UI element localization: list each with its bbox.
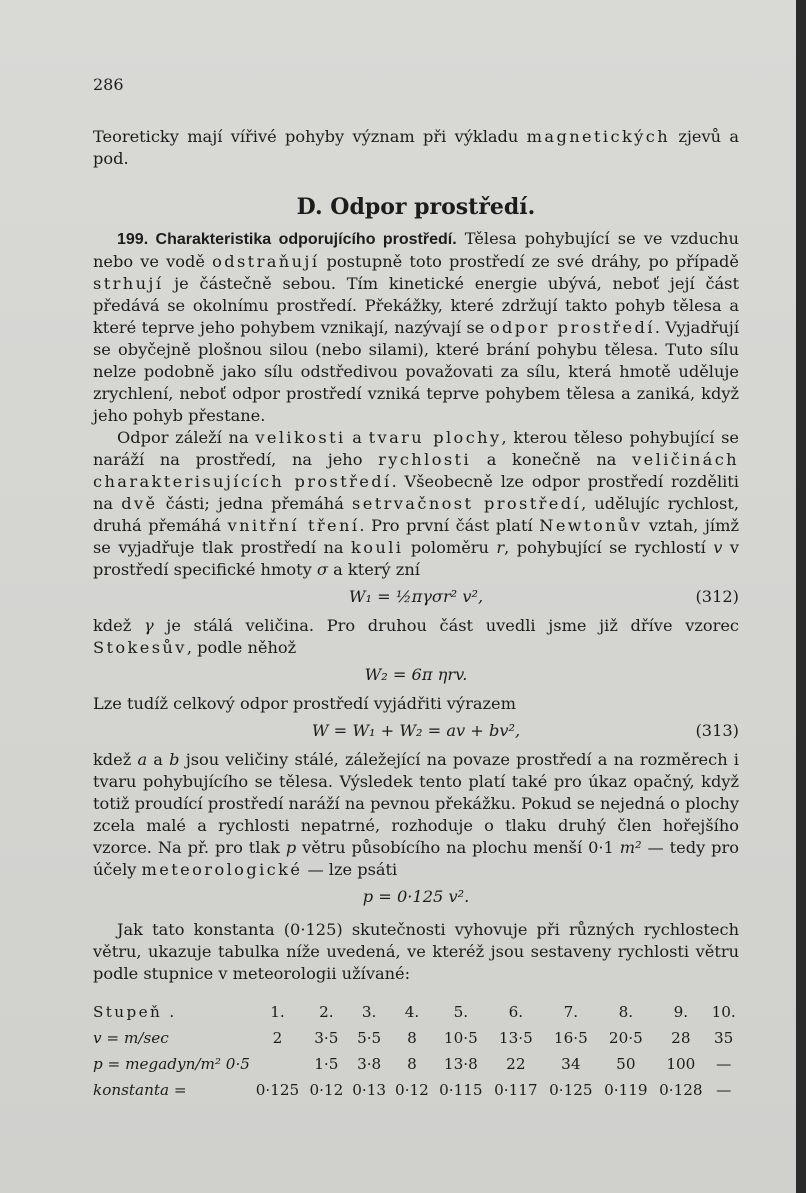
table-row-label: Stupeň .	[93, 1003, 177, 1021]
table-cell: 16·5	[553, 1029, 588, 1047]
table-cell: 2.	[319, 1003, 334, 1021]
table-cell: 2	[272, 1029, 283, 1047]
table-cell: 13·5	[498, 1029, 533, 1047]
table-row-label: konstanta =	[93, 1081, 187, 1099]
paragraph-constants: kdež a a b jsou veličiny stálé, záležející na povaze prostředí a na rozměrech i tvaru pohybujícího se tělesa. Výsledek tento platí také pro úkaz opačný, když totiž proudící prostředí naráží na pevnou překážku. Pokud se nejedná o plochy zcela malé a rychlosti nepatrné, rozhoduje o tlaku druhý člen hořejšího vzorce. Na př. pro tlak p větru působícího na plochu menší 0·1 m² — tedy pro účely meteorologické — lze psáti	[93, 750, 739, 879]
table-row	[93, 999, 739, 1025]
table-row	[93, 1051, 739, 1077]
paragraph-total: Lze tudíž celkový odpor prostředí vyjádřiti výrazem	[93, 694, 516, 713]
table-cell: 100	[666, 1055, 696, 1073]
table-row-label: p = megadyn/m² 0·5	[93, 1055, 250, 1073]
table-cell: 0·119	[604, 1081, 648, 1099]
table-cell: —	[716, 1055, 732, 1073]
paragraph-199: 199. Charakteristika odporujícího prostředí. Tělesa pohybující se ve vzduchu nebo ve vodě odstraňují postupně toto prostředí ze své dráhy, po případě strhují je částečně sebou. Tím kinetické energie ubývá, neboť její část předává se okolnímu prostředí. Překážky, které zdržují takto pohyb tělesa a které teprve jeho pohybem vznikají, nazývají se odpor prostředí. Vyjadřují se obyčejně plošnou silou (nebo silami), které brání pohybu tělesa. Tuto sílu nelze podobně jako sílu odstředivou považovati za sílu, která hmotě uděluje zrychlení, neboť odpor prostředí vzniká teprve pohybem tělesa a zaniká, když jeho pohyb přestane.	[93, 229, 739, 425]
intro-paragraph: Teoreticky mají vířivé pohyby význam při výkladu magnetických zjevů a pod.	[93, 127, 740, 168]
table-cell: 8.	[618, 1003, 634, 1021]
section-title: D. Odpor prostředí.	[296, 194, 536, 220]
table-cell: 1·5	[314, 1055, 339, 1073]
table-row-label: v = m/sec	[93, 1029, 169, 1047]
table-cell: 0·125	[549, 1081, 593, 1099]
table-cell: 0·12	[309, 1081, 344, 1099]
page-content	[93, 74, 739, 1103]
table-cell: 3·5	[314, 1029, 339, 1047]
table-cell: 22	[506, 1055, 526, 1073]
equation-stokes	[93, 661, 739, 691]
table-cell: 1.	[270, 1003, 285, 1021]
page-number: 286	[93, 75, 124, 94]
table-cell: 6.	[508, 1003, 524, 1021]
table-cell: 3.	[361, 1003, 377, 1021]
paragraph-stokes: kdež γ je stálá veličina. Pro druhou část uvedli jsme již dříve vzorec Stokesův, podle něhož	[93, 616, 739, 657]
table-row	[93, 1025, 739, 1051]
table-cell: 0·128	[659, 1081, 703, 1099]
table-cell: 4.	[404, 1003, 420, 1021]
equation-pressure-formula: p = 0·125 v².	[362, 887, 470, 906]
table-cell: 9.	[673, 1003, 689, 1021]
table-cell: 0·125	[255, 1081, 300, 1099]
equation-stokes-formula: W₂ = 6π ηrv.	[364, 665, 468, 684]
equation-312-formula: W₁ = ½πγσr² v²,	[348, 587, 484, 606]
table-cell: 3·8	[357, 1055, 382, 1073]
paragraph-table-intro: Jak tato konstanta (0·125) skutečnosti vyhovuje při různých rychlostech větru, ukazuje tabulka níže uvedená, ve kteréž jsou sestaveny rychlosti větru podle stupnice v meteorologii užívané:	[93, 920, 739, 983]
table-cell: 20·5	[608, 1029, 643, 1047]
table-cell: 34	[561, 1055, 581, 1073]
table-cell: 0·13	[352, 1081, 387, 1099]
table-cell	[250, 1051, 305, 1077]
table-cell: 0·117	[494, 1081, 538, 1099]
table-cell: 10.	[711, 1003, 736, 1021]
table-cell: —	[716, 1081, 732, 1099]
equation-pressure	[93, 883, 739, 913]
equation-313	[93, 717, 739, 747]
table-cell: 10·5	[443, 1029, 478, 1047]
table-cell: 5.	[453, 1003, 469, 1021]
equation-312	[93, 583, 739, 613]
equation-313-number: (313)	[695, 721, 739, 740]
table-row	[93, 1077, 739, 1103]
table-cell: 28	[671, 1029, 691, 1047]
table-cell: 13·8	[443, 1055, 478, 1073]
table-cell: 0·12	[395, 1081, 429, 1099]
table-cell: 35	[714, 1029, 734, 1047]
equation-312-number: (312)	[695, 587, 739, 606]
paragraph-odpor: Odpor záleží na velikosti a tvaru plochy, kterou těleso pohybující se naráží na prostředí, na jeho rychlosti a konečně na veličinách charakterisujících prostředí. Všeobecně lze odpor prostředí rozděliti na dvě části; jedna přemáhá setrvačnost prostředí, udělujíc rychlost, druhá přemáhá vnitřní tření. Pro první část platí Newtonův vztah, jímž se vyjadřuje tlak prostředí na kouli poloměru r, pohybující se rychlostí v v prostředí specifické hmoty σ a který zní	[93, 428, 740, 579]
wind-scale-table	[93, 999, 739, 1103]
table-cell: 5·5	[357, 1029, 382, 1047]
table-cell: 8	[407, 1029, 417, 1047]
table-cell: 7.	[563, 1003, 579, 1021]
article-heading: 199. Charakteristika odporujícího prostředí.	[117, 231, 457, 248]
table-cell: 50	[616, 1055, 636, 1073]
table-cell: 0·115	[439, 1081, 483, 1099]
page-edge-shadow	[796, 0, 806, 1193]
equation-313-formula: W = W₁ + W₂ = av + bv²,	[311, 721, 521, 740]
table-cell: 8	[407, 1055, 417, 1073]
